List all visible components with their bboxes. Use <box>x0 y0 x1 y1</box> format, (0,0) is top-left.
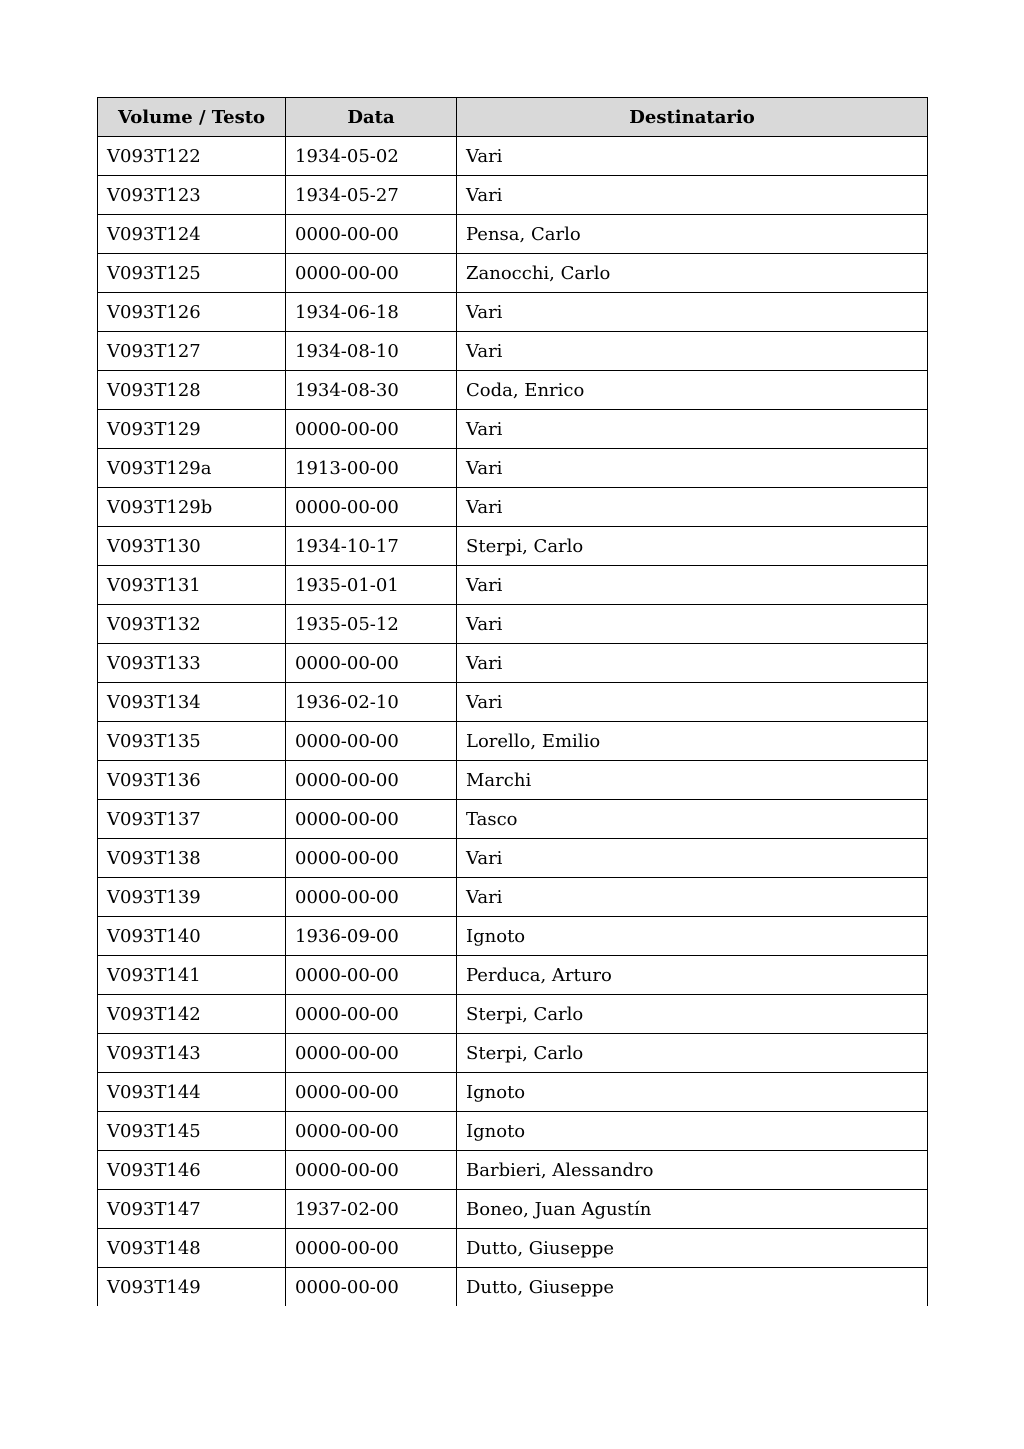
cell-recipient: Vari <box>457 449 928 488</box>
table-row <box>98 878 928 917</box>
cell-recipient: Coda, Enrico <box>457 371 928 410</box>
cell-volume: V093T131 <box>98 566 286 605</box>
cell-date: 0000-00-00 <box>286 644 457 683</box>
cell-volume: V093T129b <box>98 488 286 527</box>
table-row <box>98 410 928 449</box>
cell-volume: V093T123 <box>98 176 286 215</box>
cell-date: 0000-00-00 <box>286 1112 457 1151</box>
cell-recipient: Tasco <box>457 800 928 839</box>
cell-recipient: Vari <box>457 176 928 215</box>
cell-volume: V093T136 <box>98 761 286 800</box>
cell-date: 1934-06-18 <box>286 293 457 332</box>
cell-volume: V093T146 <box>98 1151 286 1190</box>
cell-date: 1936-02-10 <box>286 683 457 722</box>
cell-volume: V093T141 <box>98 956 286 995</box>
table-row <box>98 137 928 176</box>
cell-date: 0000-00-00 <box>286 1073 457 1112</box>
table-row <box>98 917 928 956</box>
cell-date: 0000-00-00 <box>286 722 457 761</box>
cell-volume: V093T140 <box>98 917 286 956</box>
cell-recipient: Vari <box>457 878 928 917</box>
cell-recipient: Vari <box>457 605 928 644</box>
cell-volume: V093T148 <box>98 1229 286 1268</box>
cell-recipient: Vari <box>457 488 928 527</box>
cell-volume: V093T145 <box>98 1112 286 1151</box>
cell-volume: V093T130 <box>98 527 286 566</box>
cell-recipient: Ignoto <box>457 917 928 956</box>
cell-recipient: Ignoto <box>457 1112 928 1151</box>
cell-date: 0000-00-00 <box>286 488 457 527</box>
cell-date: 1934-10-17 <box>286 527 457 566</box>
table-row <box>98 644 928 683</box>
cell-volume: V093T133 <box>98 644 286 683</box>
table-row <box>98 1034 928 1073</box>
cell-recipient: Vari <box>457 410 928 449</box>
cell-date: 0000-00-00 <box>286 995 457 1034</box>
cell-date: 1935-01-01 <box>286 566 457 605</box>
cell-recipient: Vari <box>457 566 928 605</box>
cell-recipient: Lorello, Emilio <box>457 722 928 761</box>
table-row <box>98 1112 928 1151</box>
table-row <box>98 293 928 332</box>
cell-recipient: Vari <box>457 137 928 176</box>
cell-volume: V093T134 <box>98 683 286 722</box>
cell-volume: V093T135 <box>98 722 286 761</box>
cell-date: 1936-09-00 <box>286 917 457 956</box>
table-row <box>98 1229 928 1268</box>
cell-date: 1935-05-12 <box>286 605 457 644</box>
cell-date: 1934-08-10 <box>286 332 457 371</box>
cell-recipient: Ignoto <box>457 1073 928 1112</box>
cell-recipient: Boneo, Juan Agustín <box>457 1190 928 1229</box>
cell-volume: V093T122 <box>98 137 286 176</box>
cell-volume: V093T128 <box>98 371 286 410</box>
table-row <box>98 527 928 566</box>
cell-date: 0000-00-00 <box>286 410 457 449</box>
cell-recipient: Vari <box>457 293 928 332</box>
cell-date: 0000-00-00 <box>286 1034 457 1073</box>
cell-recipient: Vari <box>457 332 928 371</box>
cell-date: 0000-00-00 <box>286 800 457 839</box>
cell-recipient: Marchi <box>457 761 928 800</box>
cell-volume: V093T126 <box>98 293 286 332</box>
header-volume: Volume / Testo <box>98 98 286 137</box>
cell-volume: V093T144 <box>98 1073 286 1112</box>
cell-date: 1937-02-00 <box>286 1190 457 1229</box>
header-recipient: Destinatario <box>457 98 928 137</box>
table-row <box>98 449 928 488</box>
header-date: Data <box>286 98 457 137</box>
table-row <box>98 956 928 995</box>
cell-volume: V093T137 <box>98 800 286 839</box>
cell-volume: V093T143 <box>98 1034 286 1073</box>
cell-date: 0000-00-00 <box>286 1229 457 1268</box>
cell-recipient: Sterpi, Carlo <box>457 1034 928 1073</box>
cell-volume: V093T129a <box>98 449 286 488</box>
cell-volume: V093T142 <box>98 995 286 1034</box>
table-row <box>98 1190 928 1229</box>
table-row <box>98 1268 928 1307</box>
table-row <box>98 995 928 1034</box>
cell-volume: V093T124 <box>98 215 286 254</box>
header-row <box>98 98 928 137</box>
cell-date: 0000-00-00 <box>286 761 457 800</box>
cell-volume: V093T125 <box>98 254 286 293</box>
table-row <box>98 605 928 644</box>
table-row <box>98 839 928 878</box>
cell-date: 1934-05-27 <box>286 176 457 215</box>
cell-date: 1913-00-00 <box>286 449 457 488</box>
table-row <box>98 332 928 371</box>
cell-recipient: Sterpi, Carlo <box>457 527 928 566</box>
cell-date: 0000-00-00 <box>286 839 457 878</box>
cell-volume: V093T149 <box>98 1268 286 1307</box>
table-row <box>98 215 928 254</box>
table-row <box>98 683 928 722</box>
cell-volume: V093T138 <box>98 839 286 878</box>
table-row <box>98 176 928 215</box>
cell-recipient: Perduca, Arturo <box>457 956 928 995</box>
cell-recipient: Dutto, Giuseppe <box>457 1268 928 1307</box>
cell-volume: V093T132 <box>98 605 286 644</box>
table-row <box>98 371 928 410</box>
cell-recipient: Zanocchi, Carlo <box>457 254 928 293</box>
cell-recipient: Pensa, Carlo <box>457 215 928 254</box>
cell-date: 0000-00-00 <box>286 254 457 293</box>
cell-volume: V093T127 <box>98 332 286 371</box>
table-row <box>98 254 928 293</box>
cell-date: 0000-00-00 <box>286 215 457 254</box>
table-header <box>98 98 928 137</box>
cell-volume: V093T147 <box>98 1190 286 1229</box>
letters-register-table <box>97 97 928 1306</box>
table-row <box>98 488 928 527</box>
cell-recipient: Barbieri, Alessandro <box>457 1151 928 1190</box>
cell-date: 0000-00-00 <box>286 1268 457 1307</box>
cell-volume: V093T139 <box>98 878 286 917</box>
cell-date: 0000-00-00 <box>286 878 457 917</box>
cell-recipient: Dutto, Giuseppe <box>457 1229 928 1268</box>
cell-date: 0000-00-00 <box>286 956 457 995</box>
cell-recipient: Vari <box>457 644 928 683</box>
cell-volume: V093T129 <box>98 410 286 449</box>
table-row <box>98 722 928 761</box>
table-row <box>98 1073 928 1112</box>
cell-recipient: Sterpi, Carlo <box>457 995 928 1034</box>
table-row <box>98 566 928 605</box>
cell-date: 1934-08-30 <box>286 371 457 410</box>
cell-recipient: Vari <box>457 683 928 722</box>
table-row <box>98 800 928 839</box>
table-body <box>98 137 928 1307</box>
table-row <box>98 761 928 800</box>
cell-date: 0000-00-00 <box>286 1151 457 1190</box>
table-row <box>98 1151 928 1190</box>
cell-recipient: Vari <box>457 839 928 878</box>
cell-date: 1934-05-02 <box>286 137 457 176</box>
